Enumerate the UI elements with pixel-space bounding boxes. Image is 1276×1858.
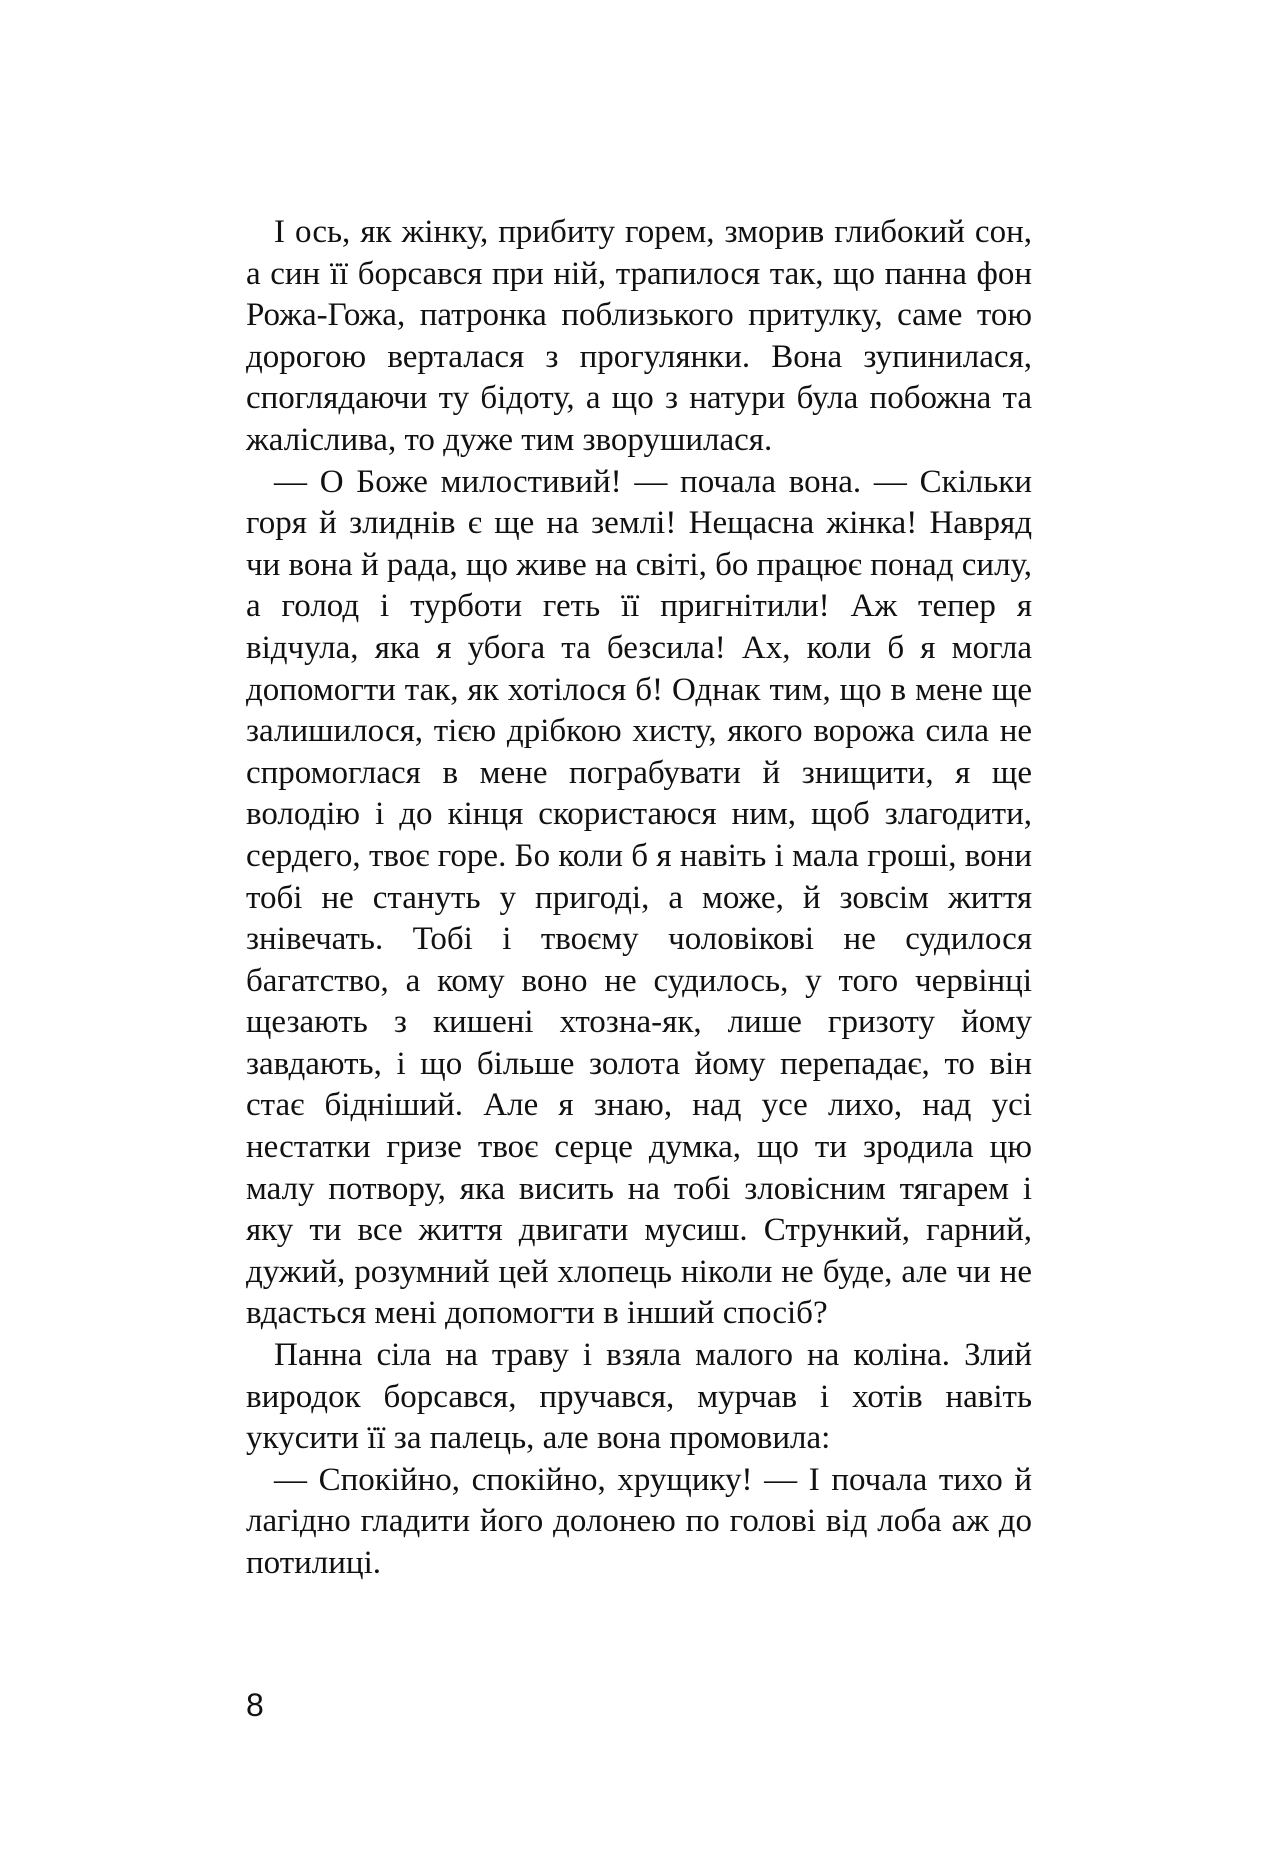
paragraph-4: — Спокійно, спокійно, хрущику! — І почала тихо й лагідно гладити його долонею по голові від лоба аж до потилиці. bbox=[246, 1461, 1032, 1581]
paragraph-1: І ось, як жінку, прибиту горем, зморив глибокий сон, а син її борсався при ній, трапилося так, що панна фон Рожа-Гожа, патронка поблизького притулку, саме тою дорогою верталася з прогулянки. Вона зупинилася, споглядаючи ту бідоту, а що з натури була побожна та жаліслива, то дуже тим зворушилася. bbox=[246, 214, 1032, 458]
body-text bbox=[246, 212, 1032, 1585]
paragraph-2: — О Боже милостивий! — почала вона. — Скільки горя й злиднів є ще на землі! Нещасна жінка! Навряд чи вона й рада, що живе на світі, бо працює понад силу, а голод і турботи геть її пригнітили! Аж тепер я відчула, яка я убога та безсила! Ах, коли б я могла допомогти так, як хотілося б! Однак тим, що в мене ще залишилося, тією дрібкою хисту, якого ворожа сила не спромоглася в мене пограбувати й знищити, я ще володію і до кінця скористаюся ним, щоб злагодити, сердего, твоє горе. Бо коли б я навіть і мала гроші, вони тобі не стануть у пригоді, а може, й зовсім життя знівечать. Тобі і твоєму чоловікові не судилося багатство, а кому воно не судилось, у того червінці щезають з кишені хтозна-як, лише гризоту йому завдають, і що більше золота йому перепадає, то він стає бідніший. Але я знаю, над усе лихо, над усі нестатки гризе твоє серце думка, що ти зродила цю малу потвору, яка висить на тобі зловісним тягарем і яку ти все життя двигати мусиш. Стрункий, гарний, дужий, розумний цей хлопець ніколи не буде, але чи не вдасться мені допомогти в інший спосіб? bbox=[246, 463, 1032, 1332]
page-number: 8 bbox=[246, 1687, 264, 1723]
paragraph-3: Панна сіла на траву і взяла малого на коліна. Злий виродок борсався, пручався, мурчав і хотів навіть укусити її за палець, але вона промовила: bbox=[246, 1337, 1032, 1457]
